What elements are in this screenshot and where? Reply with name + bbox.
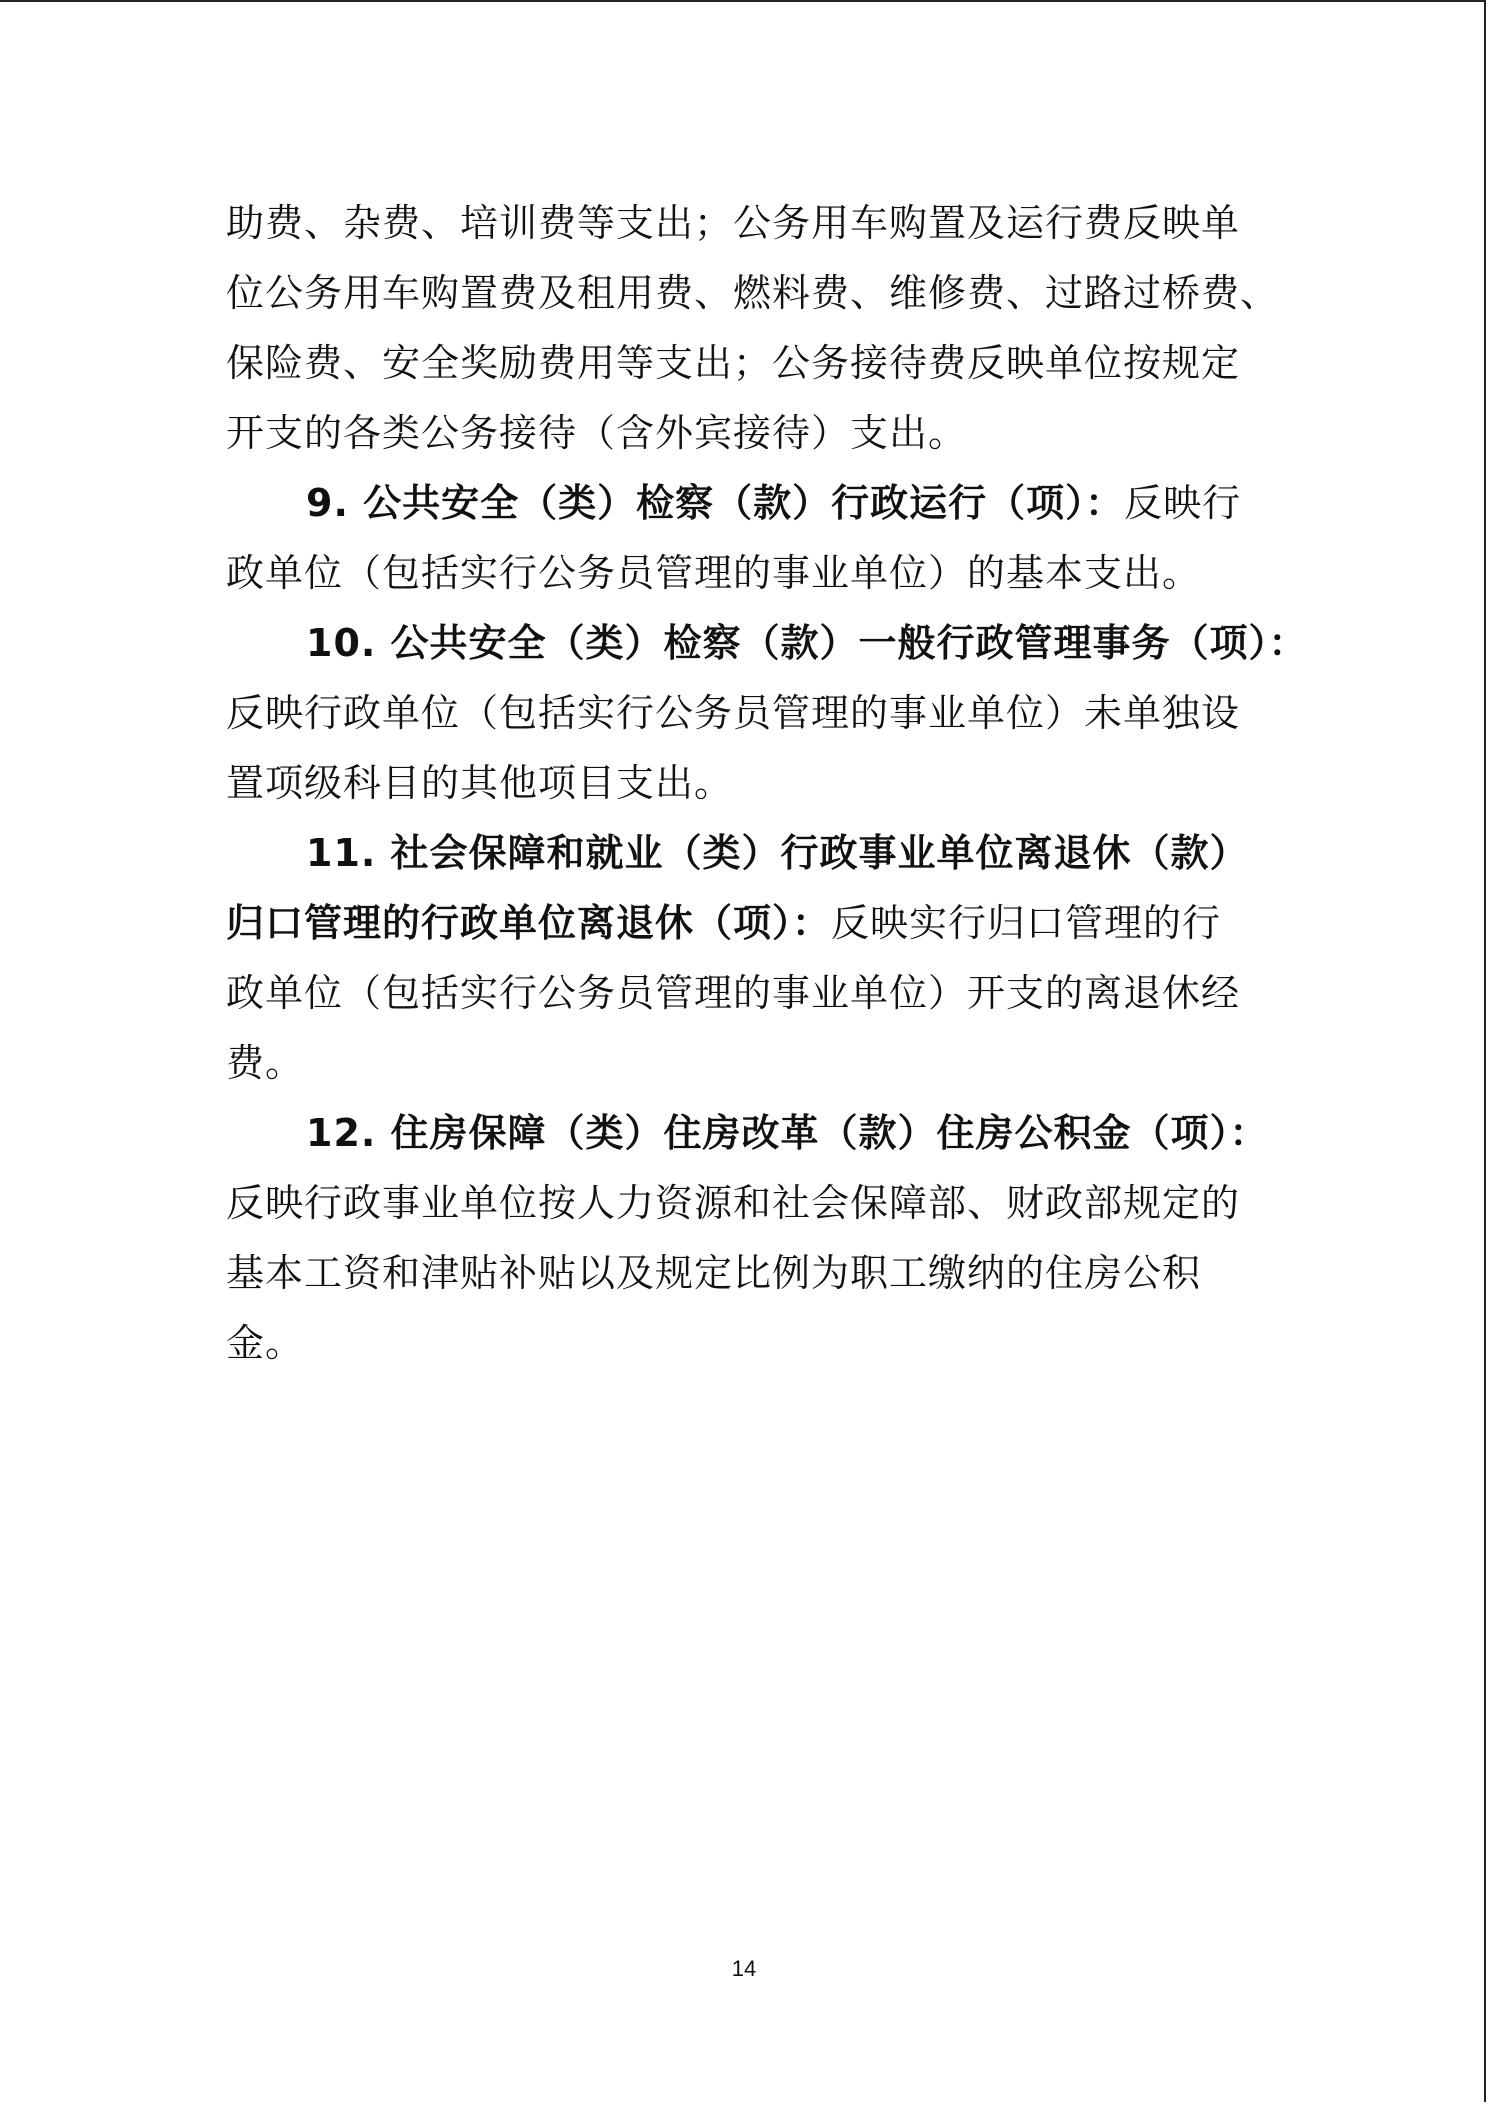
item-heading: 11. 社会保障和就业（类）行政事业单位离退休（款）	[306, 831, 1249, 875]
item-heading-line	[226, 608, 1308, 678]
page-number: 14	[731, 1956, 757, 1981]
text-line: 政单位（包括实行公务员管理的事业单位）开支的离退休经	[226, 971, 1241, 1015]
item-text: 反映行	[1124, 481, 1242, 525]
item-heading-line	[226, 468, 1266, 538]
item-heading: 9. 公共安全（类）检察（款）行政运行（项）：	[306, 481, 1125, 525]
item-heading-line-2	[226, 888, 1266, 958]
text-line: 反映行政单位（包括实行公务员管理的事业单位）未单独设	[226, 691, 1241, 735]
item-10-paragraph	[226, 608, 1308, 818]
text-line: 费。	[226, 1041, 305, 1085]
item-heading: 12. 住房保障（类）住房改革（款）住房公积金（项）：	[306, 1111, 1269, 1155]
item-9-paragraph	[226, 468, 1266, 608]
item-heading: 10. 公共安全（类）检察（款）一般行政管理事务（项）：	[306, 621, 1308, 665]
item-heading-line	[226, 1098, 1269, 1168]
item-heading-line	[226, 818, 1266, 888]
text-line: 位公务用车购置费及租用费、燃料费、维修费、过路过桥费、	[226, 271, 1280, 315]
text-line: 保险费、安全奖励费用等支出；公务接待费反映单位按规定	[226, 341, 1241, 385]
text-line: 助费、杂费、培训费等支出；公务用车购置及运行费反映单	[226, 201, 1241, 245]
text-line: 反映行政事业单位按人力资源和社会保障部、财政部规定的	[226, 1181, 1241, 1225]
text-line: 金。	[226, 1321, 305, 1365]
item-heading-continued: 归口管理的行政单位离退休（项）：	[226, 901, 832, 945]
text-line: 开支的各类公务接待（含外宾接待）支出。	[226, 411, 968, 455]
item-12-paragraph	[226, 1098, 1269, 1378]
item-text: 反映实行归口管理的行	[831, 901, 1222, 945]
text-line: 置项级科目的其他项目支出。	[226, 761, 734, 805]
document-body	[226, 188, 1308, 1378]
item-11-paragraph	[226, 818, 1266, 1098]
continuation-paragraph	[226, 188, 1280, 468]
text-line: 政单位（包括实行公务员管理的事业单位）的基本支出。	[226, 551, 1202, 595]
text-line: 基本工资和津贴补贴以及规定比例为职工缴纳的住房公积	[226, 1251, 1202, 1295]
